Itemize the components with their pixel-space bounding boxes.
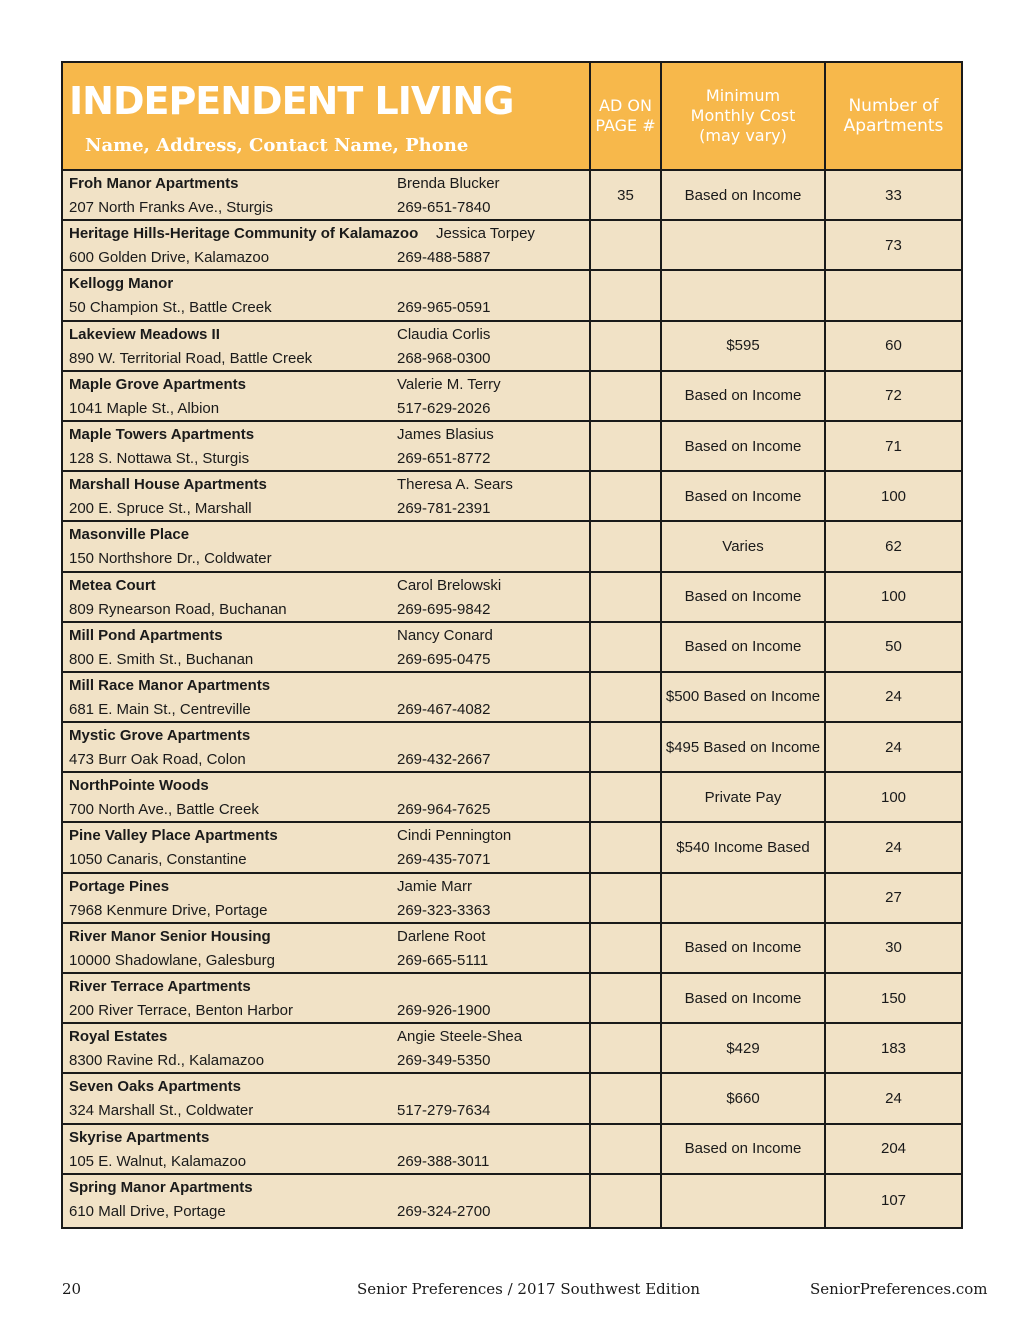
listing-cell — [63, 1175, 591, 1227]
contact-phone: 269-323-3363 — [397, 901, 491, 919]
monthly-cost-cell: Based on Income — [662, 623, 826, 671]
contact-phone: 269-695-0475 — [397, 650, 491, 668]
listing-cell — [63, 221, 591, 269]
listing-cell — [63, 372, 591, 420]
listing-name: Heritage Hills-Heritage Community of Kalamazoo — [69, 225, 419, 243]
listing-name: Lakeview Meadows II — [69, 325, 220, 343]
column-header-ad-page: AD ON PAGE # — [591, 63, 662, 169]
listing-cell — [63, 422, 591, 470]
listing-address: 800 E. Smith St., Buchanan — [69, 650, 254, 668]
listing-address: 7968 Kenmure Drive, Portage — [69, 901, 268, 919]
listing-cell — [63, 322, 591, 370]
ad-page-cell — [591, 673, 662, 721]
listing-name: River Terrace Apartments — [69, 978, 251, 995]
contact-phone: 269-435-7071 — [397, 851, 491, 869]
ad-page-cell — [591, 874, 662, 922]
listing-address: 150 Northshore Dr., Coldwater — [69, 550, 272, 568]
column-header-monthly-cost: Minimum Monthly Cost (may vary) — [662, 63, 826, 169]
contact-name: Carol Brelowski — [397, 576, 502, 594]
listing-name: Marshall House Apartments — [69, 476, 267, 494]
monthly-cost-cell: Based on Income — [662, 422, 826, 470]
ad-page-cell: 35 — [591, 171, 662, 219]
listing-name: Maple Towers Apartments — [69, 425, 255, 443]
monthly-cost-cell: Based on Income — [662, 1125, 826, 1173]
contact-phone: 268-968-0300 — [397, 349, 491, 367]
apartments-count-cell: 60 — [885, 337, 902, 355]
table-row — [63, 623, 961, 673]
table-row — [63, 422, 961, 472]
table-row — [63, 322, 961, 372]
listing-cell — [63, 874, 591, 922]
listing-cell — [63, 673, 591, 721]
section-subtitle: Name, Address, Contact Name, Phone — [85, 135, 469, 156]
contact-name: Angie Steele-Shea — [397, 1028, 523, 1046]
contact-phone: 269-964-7625 — [397, 801, 491, 819]
monthly-cost-cell: Based on Income — [662, 573, 826, 621]
table-row — [63, 673, 961, 723]
listing-cell — [63, 1074, 591, 1122]
table-row — [63, 974, 961, 1024]
contact-name: Theresa A. Sears — [397, 476, 513, 494]
listing-address: 105 E. Walnut, Kalamazoo — [69, 1152, 247, 1170]
listing-address: 473 Burr Oak Road, Colon — [69, 751, 246, 769]
contact-phone: 517-629-2026 — [397, 399, 491, 417]
ad-page-cell — [591, 422, 662, 470]
listing-cell — [63, 1125, 591, 1173]
apartments-count-cell: 27 — [885, 889, 902, 907]
contact-phone: 269-488-5887 — [397, 249, 491, 267]
table-row — [63, 874, 961, 924]
contact-phone: 269-432-2667 — [397, 751, 491, 769]
listing-address: 809 Rynearson Road, Buchanan — [69, 600, 287, 618]
listing-address: 207 North Franks Ave., Sturgis — [69, 199, 273, 216]
listing-name: Kellogg Manor — [69, 275, 174, 293]
apartments-count-cell: 150 — [880, 989, 907, 1007]
listing-name: Mill Race Manor Apartments — [69, 676, 271, 694]
table-row — [63, 1074, 961, 1124]
apartments-count-cell: 72 — [885, 387, 902, 405]
apartments-count-cell: 24 — [885, 688, 902, 706]
contact-phone: 269-388-3011 — [397, 1152, 490, 1170]
table-body — [63, 171, 961, 1227]
table-row — [63, 372, 961, 422]
listing-name: Portage Pines — [69, 877, 170, 895]
table-row — [63, 723, 961, 773]
contact-phone: 269-965-0591 — [397, 299, 491, 317]
ad-page-cell — [591, 322, 662, 370]
apartments-count-cell: 73 — [885, 236, 902, 254]
listing-address: 890 W. Territorial Road, Battle Creek — [69, 349, 313, 367]
apartments-count-cell: 100 — [880, 487, 907, 505]
apartments-count-cell: 62 — [885, 537, 902, 555]
listing-cell — [63, 974, 591, 1022]
listing-address: 10000 Shadowlane, Galesburg — [69, 951, 275, 969]
ad-page-cell — [591, 1074, 662, 1122]
ad-page-cell — [591, 472, 662, 520]
listing-name: Royal Estates — [69, 1028, 168, 1046]
apartments-count-cell: 71 — [885, 437, 902, 455]
apartments-count-cell: 33 — [885, 186, 902, 204]
ad-page-cell — [591, 522, 662, 570]
ad-page-cell — [591, 372, 662, 420]
monthly-cost-cell: Private Pay — [662, 773, 826, 821]
table-header — [63, 63, 961, 171]
listing-name: Skyrise Apartments — [69, 1128, 210, 1146]
table-row — [63, 823, 961, 873]
monthly-cost-cell — [662, 221, 826, 269]
listing-address: 324 Marshall St., Coldwater — [69, 1102, 254, 1120]
listing-cell — [63, 522, 591, 570]
listing-cell — [63, 623, 591, 671]
contact-name: Jessica Torpey — [436, 225, 535, 243]
apartments-count-cell: 24 — [885, 1089, 902, 1107]
listing-cell — [63, 823, 591, 871]
column-header-apartments: Number of Apartments — [843, 96, 944, 136]
listing-address: 200 River Terrace, Benton Harbor — [69, 1002, 294, 1019]
listing-cell — [63, 472, 591, 520]
contact-phone: 269-651-8772 — [397, 449, 491, 467]
contact-phone: 269-651-7840 — [397, 199, 491, 216]
contact-phone: 269-467-4082 — [397, 700, 491, 718]
listing-address: 681 E. Main St., Centreville — [69, 700, 251, 718]
contact-name: Claudia Corlis — [397, 325, 491, 343]
table-row — [63, 171, 961, 221]
table-row — [63, 1175, 961, 1227]
table-row — [63, 924, 961, 974]
ad-page-cell — [591, 1024, 662, 1072]
ad-page-cell — [591, 1175, 662, 1227]
apartments-count-cell: 183 — [880, 1039, 907, 1057]
page-number: 20 — [62, 1280, 82, 1298]
apartments-count-cell: 107 — [880, 1192, 907, 1210]
monthly-cost-cell — [662, 271, 826, 319]
listing-cell — [63, 1024, 591, 1072]
table-row — [63, 1024, 961, 1074]
monthly-cost-cell: $500 Based on Income — [662, 673, 826, 721]
ad-page-cell — [591, 723, 662, 771]
listing-address: 200 E. Spruce St., Marshall — [69, 500, 252, 518]
listing-name: Spring Manor Apartments — [69, 1178, 253, 1196]
listing-cell — [63, 171, 591, 219]
contact-name: Jamie Marr — [397, 877, 473, 895]
contact-phone: 269-665-5111 — [397, 951, 489, 969]
listing-address: 1050 Canaris, Constantine — [69, 851, 247, 869]
monthly-cost-cell: Based on Income — [662, 974, 826, 1022]
monthly-cost-cell: Varies — [662, 522, 826, 570]
monthly-cost-cell: $429 — [662, 1024, 826, 1072]
table-row — [63, 773, 961, 823]
independent-living-table — [61, 61, 963, 1229]
listing-cell — [63, 573, 591, 621]
listing-name: Mystic Grove Apartments — [69, 727, 251, 745]
monthly-cost-cell: $595 — [662, 322, 826, 370]
ad-page-cell — [591, 573, 662, 621]
listing-address: 610 Mall Drive, Portage — [69, 1202, 226, 1220]
website-link[interactable]: SeniorPreferences.com — [810, 1280, 988, 1298]
apartments-count-cell: 204 — [880, 1140, 907, 1158]
apartments-count-cell: 100 — [880, 588, 907, 606]
ad-page-cell — [591, 271, 662, 319]
contact-phone: 269-349-5350 — [397, 1052, 491, 1070]
listing-address: 600 Golden Drive, Kalamazoo — [69, 249, 270, 267]
monthly-cost-cell: Based on Income — [662, 372, 826, 420]
monthly-cost-cell: Based on Income — [662, 924, 826, 972]
monthly-cost-cell: $495 Based on Income — [662, 723, 826, 771]
ad-page-cell — [591, 823, 662, 871]
listing-address: 128 S. Nottawa St., Sturgis — [69, 449, 250, 467]
contact-name: Darlene Root — [397, 927, 486, 945]
monthly-cost-cell — [662, 1175, 826, 1227]
monthly-cost-cell — [662, 874, 826, 922]
section-title: INDEPENDENT LIVING — [69, 79, 514, 123]
monthly-cost-cell: Based on Income — [662, 171, 826, 219]
contact-name: Cindi Pennington — [397, 827, 512, 845]
apartments-count-cell: 30 — [885, 939, 902, 957]
listing-address: 1041 Maple St., Albion — [69, 399, 220, 417]
apartments-count-cell: 24 — [885, 839, 902, 857]
listing-name: Metea Court — [69, 576, 156, 594]
listing-name: Pine Valley Place Apartments — [69, 827, 278, 845]
apartments-count-cell — [826, 271, 961, 319]
listing-name: NorthPointe Woods — [69, 777, 209, 795]
ad-page-cell — [591, 924, 662, 972]
contact-name: Valerie M. Terry — [397, 375, 501, 393]
ad-page-cell — [591, 221, 662, 269]
contact-name: Brenda Blucker — [397, 175, 500, 192]
contact-phone: 517-279-7634 — [397, 1102, 491, 1120]
ad-page-cell — [591, 623, 662, 671]
table-row — [63, 1125, 961, 1175]
listing-name: Maple Grove Apartments — [69, 375, 246, 393]
contact-phone: 269-324-2700 — [397, 1202, 491, 1220]
ad-page-cell — [591, 773, 662, 821]
publication-title: Senior Preferences / 2017 Southwest Edition — [357, 1280, 701, 1298]
contact-phone: 269-695-9842 — [397, 600, 491, 618]
contact-phone: 269-781-2391 — [397, 500, 491, 518]
listing-address: 8300 Ravine Rd., Kalamazoo — [69, 1052, 265, 1070]
listing-name: Froh Manor Apartments — [69, 175, 239, 192]
apartments-count-cell: 24 — [885, 738, 902, 756]
monthly-cost-cell: $540 Income Based — [662, 823, 826, 871]
table-row — [63, 472, 961, 522]
listing-cell — [63, 924, 591, 972]
listing-name: Seven Oaks Apartments — [69, 1078, 242, 1096]
monthly-cost-cell: $660 — [662, 1074, 826, 1122]
table-row — [63, 522, 961, 572]
listing-name: Mill Pond Apartments — [69, 626, 223, 644]
monthly-cost-cell: Based on Income — [662, 472, 826, 520]
ad-page-cell — [591, 1125, 662, 1173]
ad-page-cell — [591, 974, 662, 1022]
table-row — [63, 271, 961, 321]
contact-name: James Blasius — [397, 425, 494, 443]
apartments-count-cell: 100 — [880, 788, 907, 806]
listing-cell — [63, 773, 591, 821]
listing-cell — [63, 271, 591, 319]
listing-name: River Manor Senior Housing — [69, 927, 271, 945]
header-main-cell — [63, 63, 591, 169]
contact-phone: 269-926-1900 — [397, 1002, 491, 1019]
listing-address: 700 North Ave., Battle Creek — [69, 801, 259, 819]
apartments-count-cell: 50 — [885, 638, 902, 656]
table-row — [63, 221, 961, 271]
listing-name: Masonville Place — [69, 526, 190, 544]
listing-address: 50 Champion St., Battle Creek — [69, 299, 272, 317]
contact-name: Nancy Conard — [397, 626, 493, 644]
table-row — [63, 573, 961, 623]
listing-cell — [63, 723, 591, 771]
